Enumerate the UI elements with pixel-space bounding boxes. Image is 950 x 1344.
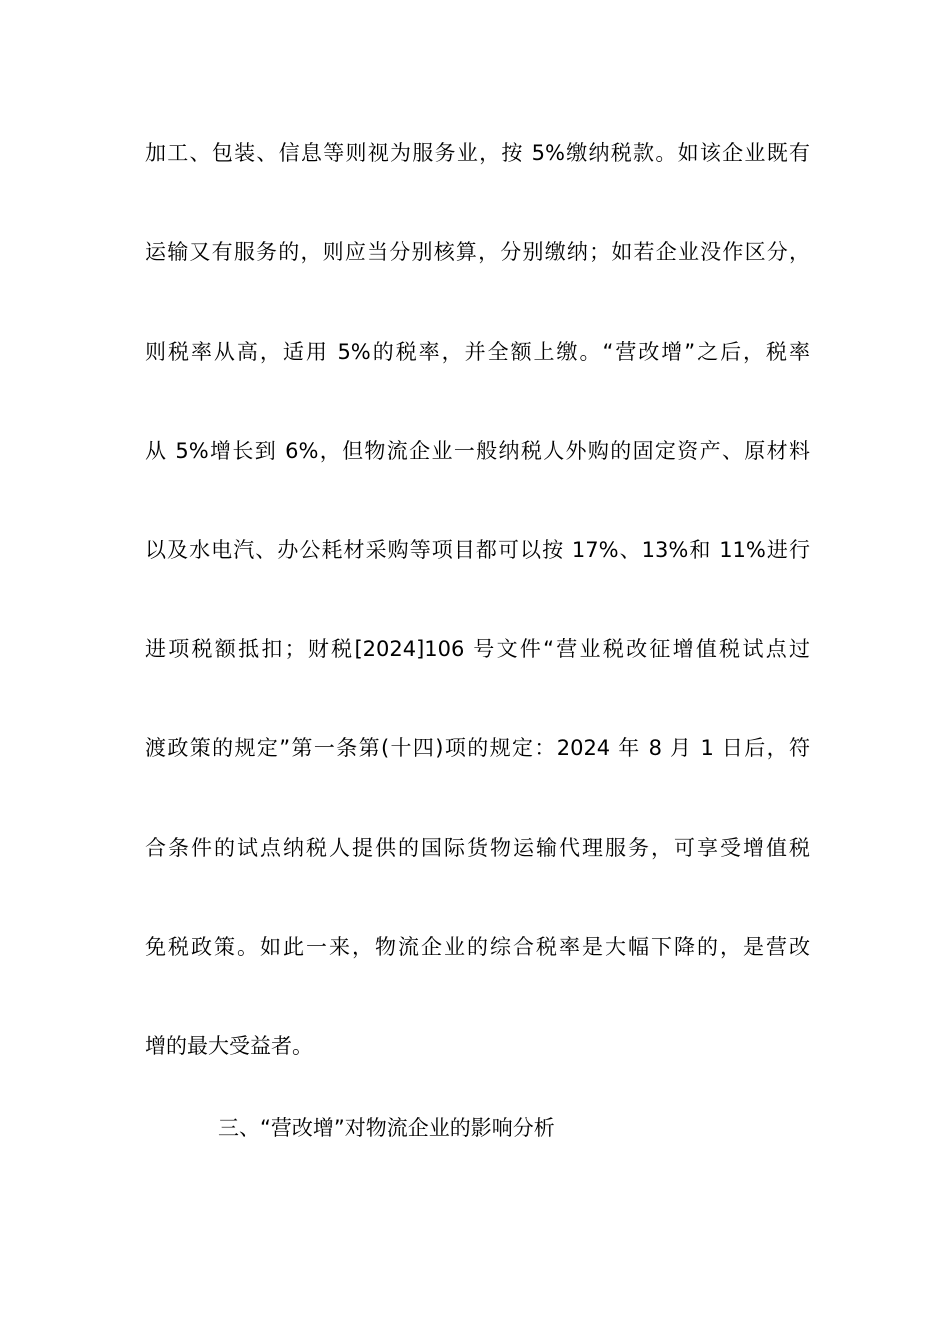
paragraph-line-2: 运输又有服务的，则应当分别核算，分别缴纳；如若企业没作区分， xyxy=(145,240,810,264)
section-heading: 三、“营改增”对物流企业的影响分析 xyxy=(218,1116,555,1140)
paragraph-line-3: 则税率从高，适用 5%的税率，并全额上缴。“营改增”之后，税率 xyxy=(145,340,810,364)
paragraph-line-1: 加工、包装、信息等则视为服务业，按 5%缴纳税款。如该企业既有 xyxy=(145,141,810,165)
paragraph-line-10: 增的最大受益者。 xyxy=(145,1034,313,1058)
paragraph-line-9: 免税政策。如此一来，物流企业的综合税率是大幅下降的，是营改 xyxy=(145,935,810,959)
paragraph-line-4: 从 5%增长到 6%，但物流企业一般纳税人外购的固定资产、原材料 xyxy=(145,439,810,463)
paragraph-line-7: 渡政策的规定”第一条第(十四)项的规定：2024 年 8 月 1 日后，符 xyxy=(145,736,810,760)
paragraph-line-8: 合条件的试点纳税人提供的国际货物运输代理服务，可享受增值税 xyxy=(145,836,810,860)
paragraph-line-5: 以及水电汽、办公耗材采购等项目都可以按 17%、13%和 11%进行 xyxy=(145,538,810,562)
paragraph-line-6: 进项税额抵扣；财税[2024]106 号文件“营业税改征增值税试点过 xyxy=(145,637,810,661)
